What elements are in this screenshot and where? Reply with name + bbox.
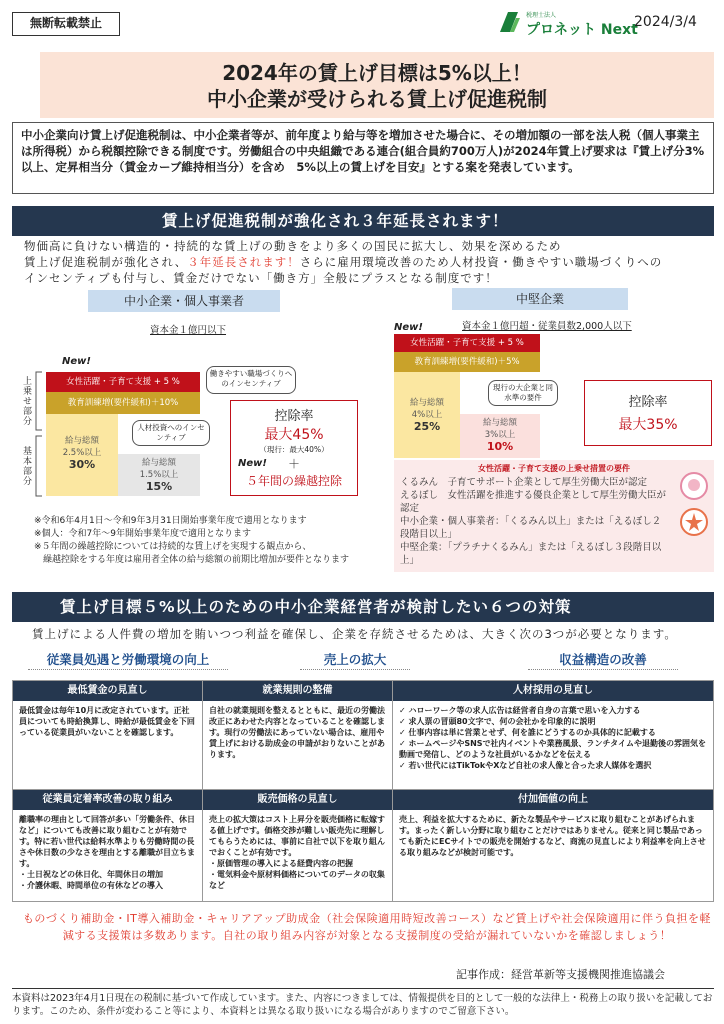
measure-body: ✓ ハローワーク等の求人広告は経営者自身の言葉で思いを入力する ✓ 求人票の冒頭80文字で、何の会社かを印象的に説明 ✓ 仕事内容は単に営業とせず、何を誰にどうするのか具体的に記載する ✓ ホームページやSNSで社内イベントや業務風景、ランチタイムや退勤後の雰囲気を動画で発信し、どのような社員がいるかなどを伝える ✓ 若い世代にはTikTokやXなど自社の求人像と合った求人媒体を選択 [399, 706, 706, 770]
midsize-deduction-box [584, 380, 712, 446]
women-support-line: えるぼし 女性活躍を推進する優良企業として厚生労働大臣が認定 [400, 490, 667, 514]
midsize-women-bar: 女性活躍・子育て支援 + 5 % [394, 334, 540, 352]
workplace-incentive-callout: 働きやすい職場づくりへのインセンティブ [206, 366, 296, 394]
sme-base-low-rate: 15% [145, 480, 173, 493]
section1-text-b2: さらに雇用環境改善のため人材投資・働きやすい職場づくりへの [299, 255, 663, 269]
measure-body: 売上の拡大策はコスト上昇分を販売価格に転嫁する値上げです。価格交渉が難しい販売先に理解してもらうためには、事前に自社で以下を取り組んでおくことが有効です。 ・原価管理の導入による経費内容の把握 ・電気料金や原材料価格についてのデータの収集など [209, 815, 385, 890]
midsize-base-high-label-b: 4%以上 [411, 410, 443, 420]
sme-base-bar-high [46, 414, 118, 496]
midsize-base-high-label-a: 給与総額 [409, 398, 444, 408]
midsize-capital-caption: 資本金１億円超・従業員数2,000人以下 [462, 321, 632, 332]
logo-text: プロネット Next [526, 22, 638, 38]
measure-heading: 最低賃金の見直し [13, 681, 202, 701]
measure-heading: 付加価値の向上 [393, 790, 713, 810]
midsize-base-low-rate: 10% [486, 440, 514, 453]
sme-base-high-label-a: 給与総額 [64, 436, 99, 446]
measure-cell [13, 789, 203, 901]
midsize-deduction-max: 最大35% [618, 417, 678, 433]
sme-deduction-current: （現行：最大40%） [259, 445, 329, 454]
education-training-bar: 教育訓練増(要件緩和)＋10% [46, 392, 200, 414]
logo-subtitle: 税理士法人 [526, 12, 557, 19]
midsize-deduction-title: 控除率 [628, 395, 668, 410]
note-item: ※個人：令和7年～9年開始事業年度で適用となります [34, 529, 251, 539]
measure-cell [13, 681, 203, 789]
sme-deduction-max: 最大45% [264, 427, 324, 443]
company-logo [498, 8, 638, 38]
plus-sign: ＋ [287, 457, 300, 471]
title-box [40, 52, 714, 118]
support-programs-note: ものづくり補助金・IT導入補助金・キャリアアップ助成金（社会保険適用時短改善コース）など賃上げや社会保険適用に伴う負担を軽減する支援策は多数あります。自社の取り組み内容が対象となる支援制度の受給が漏れていないかを確認しましょう！ [22, 912, 712, 942]
note-item: ※令和6年4月1日～令和9年3月31日開始事業年度で適用となります [34, 516, 307, 526]
women-support-heading: 女性活躍・子育て支援の上乗せ措置の要件 [478, 464, 630, 473]
sme-base-low-label-b: 1.5%以上 [139, 470, 179, 480]
sme-pill: 中小企業・個人事業者 [88, 290, 280, 312]
intro-paragraph: 中小企業向け賃上げ促進税制は、中小企業者等が、前年度より給与等を増加させた場合に、その増加額の一部を法人税（個人事業主は所得税）から税額控除できる制度です。労働組合の中央組織である連合(組合員約700万人)が2024年賃上げ要求は『賃上げ分3%以上、定昇相当分（賃金カーブ維持相当分）を含め 5%以上の賃上げを目安』とする案を発表しています。 [12, 122, 714, 194]
midsize-base-low-label-a: 給与総額 [482, 418, 517, 428]
measure-heading: 従業員定着率改善の取り組み [13, 790, 202, 810]
midsize-education-bar: 教育訓練増(要件緩和)＋5% [394, 352, 540, 372]
label-base-part: 基本部分 [21, 446, 31, 486]
sme-base-high-rate: 30% [68, 458, 96, 471]
sme-deduction-box [230, 400, 358, 496]
women-support-line: 中堅企業：「プラチナくるみん」または「えるぼし３段階目以上」 [400, 542, 662, 566]
extension-highlight: ３年延長されます！ [187, 255, 300, 269]
logo-mark-icon [498, 10, 520, 34]
measure-heading: 就業規則の整備 [203, 681, 392, 701]
notes-list [34, 515, 394, 567]
measure-body: 離職率の理由として回答が多い「労働条件、休日など」についても改善に取り組むことが有効です。特に若い世代は給料水準よりも労働時間の長さや休日数の少なさを理由とする離職が目立ちます。 ・土日祝などの休日化、年間休日の増加 ・介護休暇、時間単位の有休などの導入 [19, 815, 195, 890]
new-badge-right: New! [394, 322, 423, 333]
category-employee: 従業員処遇と労働環境の向上 [28, 650, 228, 670]
title-line-2: 中小企業が受けられる賃上げ促進税制 [207, 87, 547, 111]
midsize-requirement-callout: 現行の大企業と同水準の要件 [488, 380, 558, 406]
measure-cell [393, 789, 713, 901]
measure-body: 自社の就業規則を整えるとともに、最近の労働法改正にあわせた内容となっていることを確認します。現行の労働法にあっていない場合は、雇用や賃上げにおける助成金の申請がおりないことがあります。 [209, 706, 385, 759]
section1-text-line-c: インセンティブも付与し、賃金だけでない「働き方」全般にプラスとなる制度です！ [24, 271, 498, 285]
eruboshi-mark-icon [680, 508, 708, 536]
sme-capital-caption: 資本金１億円以下 [150, 325, 227, 336]
issue-date: 2024/3/4 [634, 14, 697, 30]
sme-deduction-title: 控除率 [274, 409, 314, 424]
measure-cell [203, 789, 393, 901]
new-badge-carry: New! [238, 458, 267, 469]
article-author: 記事作成：経営革新等支援機関推進協議会 [456, 968, 665, 981]
midsize-base-bar-high [394, 372, 460, 458]
midsize-base-high-rate: 25% [413, 420, 441, 433]
midsize-pill: 中堅企業 [452, 288, 628, 310]
section2-text: 賃上げによる人件費の増加を賄いつつ利益を確保し、企業を存続させるためは、大きく次の3つが必要となります。 [32, 627, 677, 641]
label-top-part: 上乗せ部分 [21, 376, 31, 426]
women-support-line: 中小企業・個人事業者：「くるみん以上」または「えるぼし２段階目以上」 [400, 516, 662, 540]
measure-heading: 販売価格の見直し [203, 790, 392, 810]
section1-text-line-b [24, 254, 714, 270]
carryforward-label: ５年間の繰越控除 [245, 474, 342, 488]
kurumin-mark-icon [680, 472, 708, 500]
measures-grid [12, 680, 714, 902]
category-profit: 収益構造の改善 [528, 650, 678, 670]
section1-text-line-a: 物価高に負けない構造的・持続的な賃上げの動きをより多くの国民に拡大し、効果を深めるため [24, 239, 562, 253]
measure-body: 最低賃金は毎年10月に改定されています。正社員についても時給換算し、時給が最低賃金を下回っている従業員がいないことを確認します。 [19, 706, 195, 737]
women-support-line: くるみん 子育てサポート企業として厚生労働大臣が認定 [400, 477, 648, 488]
no-reprint-stamp: 無断転載禁止 [12, 12, 120, 36]
measure-body: 売上、利益を拡大するために、新たな製品やサービスに取り組むことがあげられます。まったく新しい分野に取り組むことだけではありません。従来と同じ製品であっても新たにECサイトでの販売を開始するなど、商流の見直しにより利益率を向上させる取り組みなどが検討可能です。 [399, 815, 706, 857]
measure-heading: 人材採用の見直し [393, 681, 713, 701]
measure-cell [203, 681, 393, 789]
new-badge: New! [62, 356, 91, 367]
note-item: 繰越控除をする年度は雇用者全体の給与総額の前期比増加が要件となります [34, 555, 350, 565]
sme-base-high-label-b: 2.5%以上 [62, 448, 102, 458]
women-support-box [394, 460, 714, 572]
note-item: ※５年間の繰越控除については持続的な賃上げを実現する観点から、 [34, 542, 312, 552]
sme-base-bar-low [118, 454, 200, 496]
section1-text [24, 238, 714, 286]
human-capital-callout: 人材投資へのインセンティブ [132, 420, 210, 446]
measure-cell [393, 681, 713, 789]
section1-text-b1: 賃上げ促進税制が強化され、 [24, 255, 188, 269]
section2-band: 賃上げ目標５%以上のための中小企業経営者が検討したい６つの対策 [12, 592, 714, 622]
women-childcare-bar: 女性活躍・子育て支援 + 5 % [46, 372, 200, 392]
footer-disclaimer: 本資料は2023年4月1日現在の税制に基づいて作成しています。また、内容につきましては、情報提供を目的として一般的な法律上・税務上の取り扱いを記載しております。このため、条件が変わること等により、本資料とは異なる取り扱いになる場合がありますのでご留意下さい。 [12, 988, 714, 1018]
midsize-base-low-label-b: 3%以上 [484, 430, 516, 440]
category-sales: 売上の拡大 [300, 650, 410, 670]
section1-band: 賃上げ促進税制が強化され３年延長されます！ [12, 206, 714, 236]
women-support-body [394, 474, 714, 567]
bracket-icon [34, 370, 44, 500]
midsize-base-bar-low [460, 414, 540, 458]
title-line-1: 2024年の賃上げ目標は5%以上！ [222, 61, 532, 85]
sme-base-low-label-a: 給与総額 [141, 458, 176, 468]
